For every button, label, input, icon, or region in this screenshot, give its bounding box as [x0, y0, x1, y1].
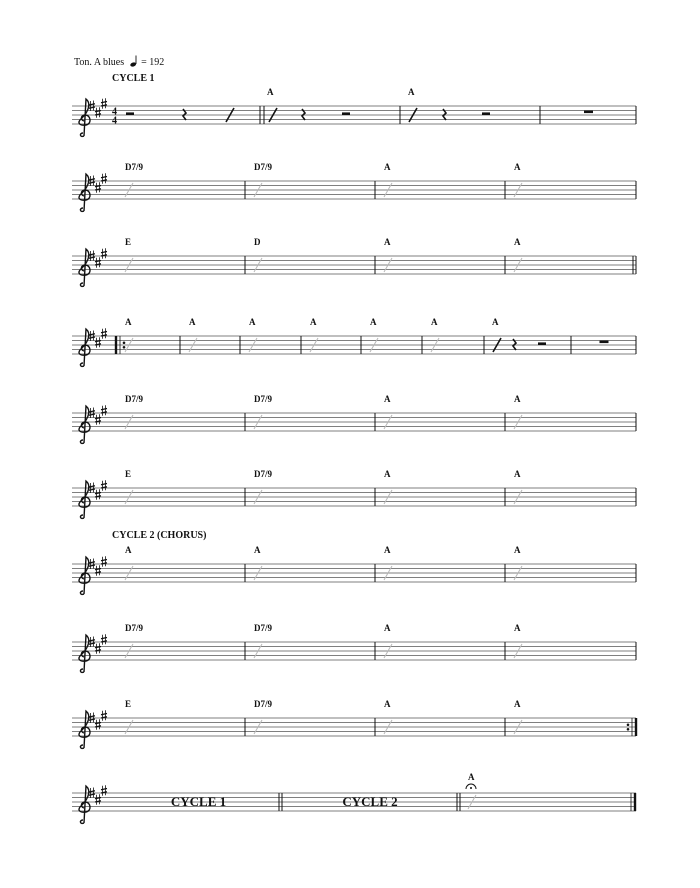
sharp-icon	[101, 328, 107, 339]
sharp-icon	[95, 182, 101, 193]
measure	[584, 111, 593, 114]
time-sig-top: 4	[112, 106, 117, 118]
sharp-icon	[101, 556, 107, 567]
measure	[514, 623, 522, 658]
treble-clef-icon	[79, 711, 90, 748]
chord-symbol: D7/9	[125, 394, 143, 404]
staff-system	[72, 469, 636, 518]
staff-system	[72, 237, 636, 286]
sharp-icon	[101, 480, 107, 491]
measure	[254, 469, 375, 506]
chord-symbol: A	[249, 317, 256, 327]
measure	[514, 545, 522, 580]
repeat-dot	[123, 341, 126, 344]
measure	[600, 341, 609, 344]
treble-clef-icon	[79, 557, 90, 594]
chord-symbol: A	[514, 699, 521, 709]
whole-rest-icon	[584, 111, 593, 114]
measure	[514, 469, 522, 504]
measure	[125, 545, 245, 582]
measure	[125, 317, 180, 354]
measure	[254, 699, 375, 736]
measure	[384, 394, 505, 431]
measure	[466, 772, 476, 809]
chord-symbol: A	[431, 317, 438, 327]
chord-symbol: A	[125, 545, 132, 555]
chord-symbol: E	[125, 699, 132, 709]
measure	[384, 623, 505, 660]
repeat-dot	[123, 346, 126, 349]
staff-system	[72, 623, 636, 672]
half-rest-icon	[126, 112, 134, 115]
measure	[125, 469, 245, 506]
section-cycle1-label: CYCLE 1	[112, 73, 155, 84]
chord-symbol: A	[514, 469, 521, 479]
treble-clef-icon	[79, 481, 90, 518]
treble-clef-icon	[79, 249, 90, 286]
sharp-icon	[101, 173, 107, 184]
sharp-icon	[95, 565, 101, 576]
time-sig-bottom: 4	[112, 115, 117, 127]
measure	[384, 237, 505, 274]
measure	[514, 699, 522, 734]
chord-symbol: A	[514, 623, 521, 633]
cycle-label: CYCLE 2	[342, 794, 398, 809]
measure	[310, 317, 361, 354]
measure	[384, 469, 505, 506]
measure	[514, 394, 522, 429]
chord-symbol: D7/9	[254, 623, 272, 633]
measure	[125, 162, 245, 199]
chord-symbol: A	[384, 545, 391, 555]
chord-symbol: D7/9	[254, 699, 272, 709]
staff-system	[72, 162, 636, 211]
key-label: Ton. A blues	[74, 57, 125, 68]
chord-symbol: A	[189, 317, 196, 327]
chord-symbol: A	[468, 772, 475, 782]
staff-system	[72, 699, 636, 748]
chord-symbol: A	[310, 317, 317, 327]
tempo-value: 192	[149, 57, 165, 68]
measure	[249, 317, 301, 354]
measure	[254, 623, 375, 660]
chord-symbol: A	[384, 469, 391, 479]
measure	[384, 162, 505, 199]
measure	[254, 394, 375, 431]
measure	[514, 162, 522, 197]
chord-symbol: A	[514, 162, 521, 172]
cycle-label: CYCLE 1	[170, 794, 227, 809]
sharp-icon	[95, 643, 101, 654]
measure	[514, 237, 522, 272]
treble-clef-icon	[79, 786, 90, 823]
sharp-icon	[95, 414, 101, 425]
sharp-icon	[95, 794, 101, 805]
staff-system	[72, 545, 636, 594]
chord-symbol: A	[384, 237, 391, 247]
staff-system	[72, 772, 636, 823]
sharp-icon	[95, 489, 101, 500]
chord-symbol: A	[267, 87, 274, 97]
sharp-icon	[101, 634, 107, 645]
sharp-icon	[101, 710, 107, 721]
chord-symbol: A	[384, 623, 391, 633]
chord-symbol: A	[384, 162, 391, 172]
treble-clef-icon	[79, 174, 90, 211]
chord-symbol: D7/9	[125, 162, 143, 172]
tempo-equals: =	[141, 57, 147, 68]
measure	[408, 87, 540, 124]
chord-symbol: A	[254, 545, 261, 555]
sharp-icon	[95, 107, 101, 118]
treble-clef-icon	[79, 329, 90, 366]
chord-symbol: A	[514, 394, 521, 404]
staff-system	[72, 394, 636, 443]
fermata-dot	[470, 787, 472, 789]
sharp-icon	[101, 98, 107, 109]
sharp-icon	[101, 248, 107, 259]
sharp-icon	[95, 719, 101, 730]
sharp-icon	[95, 257, 101, 268]
measure	[254, 162, 375, 199]
sharp-icon	[101, 405, 107, 416]
time-signature	[112, 107, 117, 127]
chord-symbol: D7/9	[254, 394, 272, 404]
measure	[384, 699, 505, 736]
chord-symbol: A	[408, 87, 415, 97]
chord-symbol: D7/9	[125, 623, 143, 633]
chord-symbol: A	[370, 317, 377, 327]
measure	[125, 623, 245, 660]
chord-symbol: A	[514, 545, 521, 555]
measure	[125, 394, 245, 431]
staff-system	[72, 317, 636, 366]
chord-symbol: E	[125, 237, 132, 247]
section-cycle2-label: CYCLE 2 (CHORUS)	[112, 530, 207, 541]
measure	[370, 317, 422, 354]
measure	[492, 317, 571, 354]
repeat-dot	[627, 723, 630, 726]
chord-symbol: A	[125, 317, 132, 327]
half-rest-icon	[482, 112, 490, 115]
measure	[254, 545, 375, 582]
sharp-icon	[101, 785, 107, 796]
half-rest-icon	[538, 342, 546, 345]
chord-symbol: D	[254, 237, 261, 247]
repeat-dot	[627, 728, 630, 731]
sharp-icon	[95, 337, 101, 348]
chord-symbol: E	[125, 469, 132, 479]
half-rest-icon	[342, 112, 350, 115]
treble-clef-icon	[79, 406, 90, 443]
measure	[125, 237, 245, 274]
staff-system	[72, 87, 636, 136]
chord-symbol: D7/9	[254, 469, 272, 479]
chord-symbol: A	[384, 699, 391, 709]
whole-rest-icon	[600, 341, 609, 344]
measure	[189, 317, 240, 354]
measure	[431, 317, 484, 354]
treble-clef-icon	[79, 99, 90, 136]
measure	[125, 699, 245, 736]
chord-symbol: A	[514, 237, 521, 247]
measure	[254, 237, 375, 274]
chord-symbol: A	[492, 317, 499, 327]
chord-symbol: D7/9	[254, 162, 272, 172]
measure	[384, 545, 505, 582]
chord-symbol: A	[384, 394, 391, 404]
treble-clef-icon	[79, 635, 90, 672]
measure	[267, 87, 400, 124]
